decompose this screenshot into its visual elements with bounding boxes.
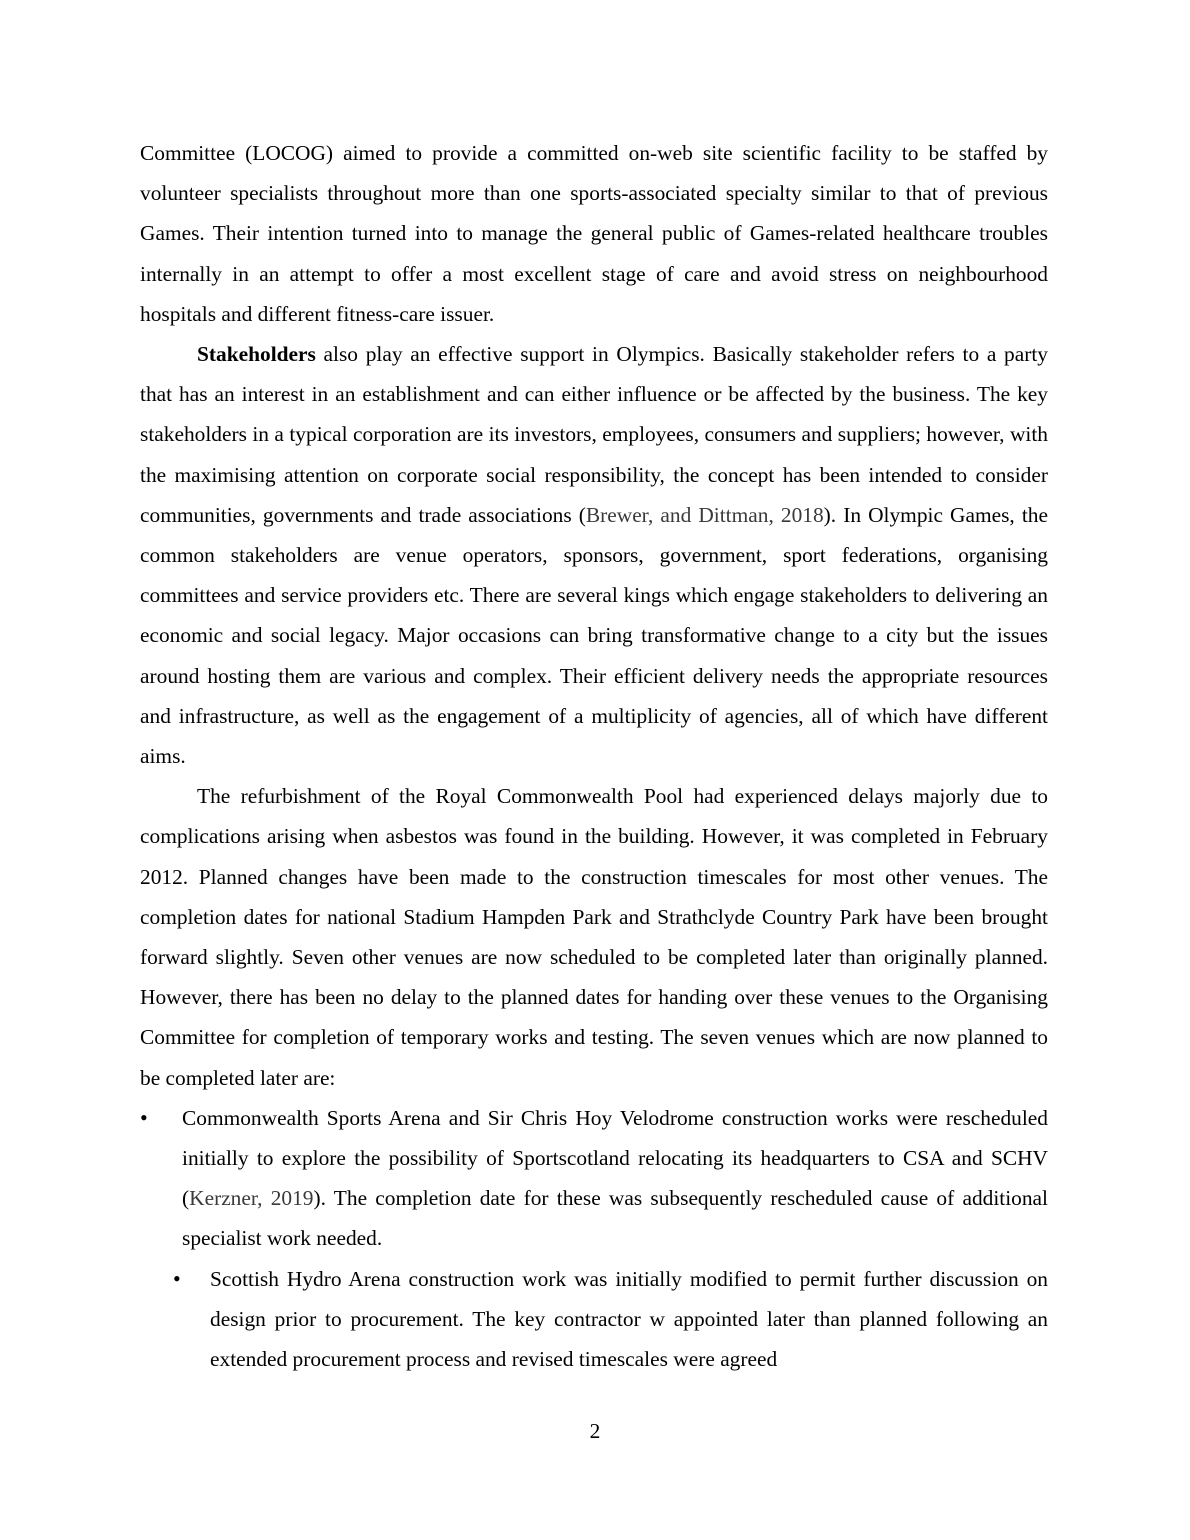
citation-kerzner: Kerzner, 2019 [189, 1186, 314, 1211]
stakeholders-heading: Stakeholders [197, 342, 316, 367]
bullet-icon: • [173, 1265, 181, 1291]
list-item-scottish-hydro [140, 1259, 1048, 1380]
citation-brewer-dittman: Brewer, and Dittman, 2018 [585, 502, 824, 527]
list-item-csa-schv [140, 1098, 1048, 1259]
venue-bullet-list [140, 1098, 1048, 1379]
paragraph-stakeholders [140, 334, 1048, 776]
bullet-text-2: ). The completion date for these was subsequently rescheduled cause of additional specialist work needed. [182, 1186, 1048, 1251]
paragraph-locog: Committee (LOCOG) aimed to provide a committed on-web site scientific facility to be staffed by volunteer specialists throughout more than one sports-associated specialty similar to that of previous Games. Their intention turned into to manage the general public of Games-related healthcare troubles internally in an attempt to offer a most excellent stage of care and avoid stress on neighbourhood hospitals and different fitness-care issuer. [140, 141, 1048, 326]
paragraph-refurbishment: The refurbishment of the Royal Commonwealth Pool had experienced delays majorly due to complications arising when asbestos was found in the building. However, it was completed in February 2012. Planned changes have been made to the construction timescales for most other venues. The completion dates for national Stadium Hampden Park and Strathclyde Country Park have been brought forward slightly. Seven other venues are now scheduled to be completed later than originally planned. However, there has been no delay to the planned dates for handing over these venues to the Organising Committee for completion of temporary works and testing. The seven venues which are now planned to be completed later are: [140, 784, 1048, 1090]
bullet-text-1: Commonwealth Sports Arena and Sir Chris Hoy Velodrome construction works were rescheduled initially to explore the possibility of Sportscotland relocating its headquarters to CSA and SCHV ( [182, 1105, 1048, 1211]
stakeholders-text-1: also play an effective support in Olympics. Basically stakeholder refers to a party that has an interest in an establishment and can either influence or be affected by the business. The key stakeholders in a typical corporation are its investors, employees, consumers and suppliers; however, with the maximising attention on corporate social responsibility, the concept has been intended to consider communities, governments and trade associations ( [140, 342, 1048, 527]
bullet-icon: • [140, 1104, 148, 1130]
bullet-text: Scottish Hydro Arena construction work was initially modified to permit further discussion on design prior to procurement. The key contractor w appointed later than planned following an extended procurement process and revised timescales were agreed [210, 1266, 1048, 1372]
document-page [140, 133, 1048, 1379]
page-number: 2 [589, 1419, 601, 1443]
stakeholders-text-2: ). In Olympic Games, the common stakeholders are venue operators, sponsors, government, sport federations, organising committees and service providers etc. There are several kings which engage stakeholders to delivering an economic and social legacy. Major occasions can bring transformative change to a city but the issues around hosting them are various and complex. Their efficient delivery needs the appropriate resources and infrastructure, as well as the engagement of a multiplicity of agencies, all of which have different aims. [140, 502, 1048, 769]
